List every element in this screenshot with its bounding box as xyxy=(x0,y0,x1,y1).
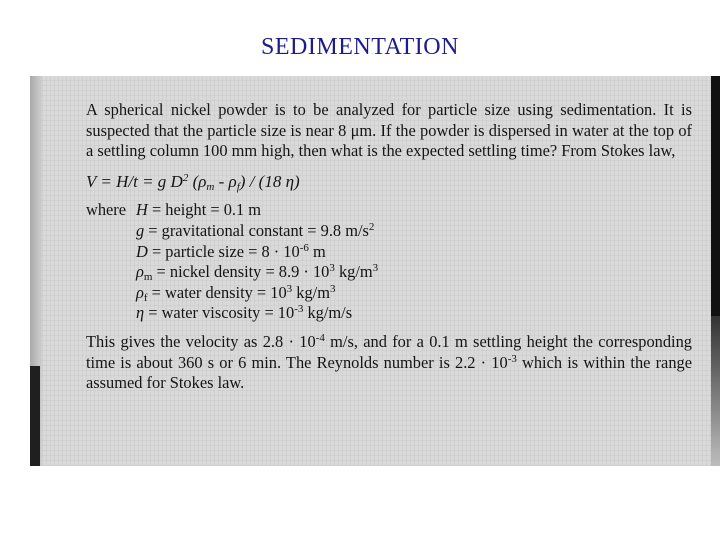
definition-nickel-density-unit-exponent: 3 xyxy=(372,262,379,275)
conclusion-part-b: m/s, and for a 0.1 m settling height the corresponding time is about 360 s or 6 min. The Reynolds number is 2.2 · 10 xyxy=(86,331,692,372)
definition-gravity-text: = gravitational constant = 9.8 m/s xyxy=(144,220,369,240)
definition-water-density-unit-exponent: 3 xyxy=(329,282,336,295)
definition-particle-size-exponent: -6 xyxy=(299,241,309,254)
conclusion-part-a: This gives the velocity as 2.8 · 10 xyxy=(86,331,316,351)
formula-rho-f-subscript: f xyxy=(236,180,240,193)
formula-slash: / xyxy=(128,171,134,191)
slide-title: SEDIMENTATION xyxy=(261,34,459,60)
definition-water-density-text: = water density = 10 xyxy=(147,282,287,302)
definition-nickel-density-unit: kg/m xyxy=(334,262,373,282)
where-label: where xyxy=(86,200,127,220)
symbol-rho-m-subscript: m xyxy=(143,271,153,284)
formula-rho-m-subscript: m xyxy=(206,180,215,193)
definition-water-viscosity xyxy=(136,303,692,324)
definition-gravity xyxy=(136,221,692,242)
definition-water-density xyxy=(136,283,692,304)
formula-v: V xyxy=(86,171,97,191)
formula-rho-m: ρ xyxy=(198,171,207,191)
conclusion-part-c: which is within the range assumed for Stokes law. xyxy=(86,352,692,393)
symbol-rho-m: ρ xyxy=(136,262,144,282)
formula-t: t xyxy=(133,171,138,191)
symbol-h: H xyxy=(136,200,148,220)
definition-particle-size xyxy=(136,242,692,263)
symbol-rho-f-subscript: f xyxy=(143,291,148,304)
formula-g: g xyxy=(157,171,167,191)
conclusion-velocity-exponent: -4 xyxy=(315,331,325,344)
definition-height xyxy=(136,200,692,221)
definition-particle-size-text: = particle size = 8 · 10 xyxy=(147,241,300,261)
definition-particle-size-unit: m xyxy=(308,241,326,261)
formula-h: H xyxy=(116,171,129,191)
formula-rho-f: ρ xyxy=(228,171,237,191)
variable-definitions xyxy=(86,200,692,324)
symbol-rho-f: ρ xyxy=(136,282,144,302)
definition-height-text: = height = 0.1 m xyxy=(147,200,262,220)
definition-water-viscosity-text: = water viscosity = 10 xyxy=(144,303,295,323)
definition-nickel-density-exponent: 3 xyxy=(329,262,335,275)
formula-open-paren: ( xyxy=(188,171,199,191)
stokes-law-formula xyxy=(86,172,692,193)
conclusion-paragraph xyxy=(86,332,692,394)
scan-right-edge xyxy=(711,76,720,316)
scan-right-shadow xyxy=(711,316,720,466)
formula-minus: - xyxy=(214,171,229,191)
symbol-g: g xyxy=(136,220,145,240)
problem-statement: A spherical nickel powder is to be analyzed for particle size using sedimentation. It is suspected that the particle size is near 8 μm. If the powder is dispersed in water at the top of a settling column 100 mm high, then what is the expected settling time? From Stokes law, xyxy=(86,100,692,161)
formula-equals-1: = xyxy=(96,171,117,191)
definition-water-viscosity-exponent: -3 xyxy=(294,303,304,316)
definition-nickel-density xyxy=(136,262,692,283)
formula-d-exponent: 2 xyxy=(182,171,189,184)
definition-water-viscosity-unit: kg/m/s xyxy=(303,303,353,323)
definition-water-density-unit: kg/m xyxy=(292,282,330,302)
formula-d: D xyxy=(166,171,183,191)
excerpt-text xyxy=(86,100,692,394)
scan-left-shadow xyxy=(30,366,40,466)
symbol-d: D xyxy=(136,241,148,261)
formula-equals-2: = xyxy=(137,171,158,191)
formula-denominator: ) / (18 η) xyxy=(239,171,300,191)
definition-nickel-density-text: = nickel density = 8.9 · 10 xyxy=(152,262,330,282)
scanned-textbook-excerpt xyxy=(30,76,720,466)
definition-water-density-exponent: 3 xyxy=(286,282,293,295)
conclusion-reynolds-exponent: -3 xyxy=(507,352,517,365)
symbol-eta: η xyxy=(136,303,145,323)
definition-gravity-exponent: 2 xyxy=(368,220,375,233)
